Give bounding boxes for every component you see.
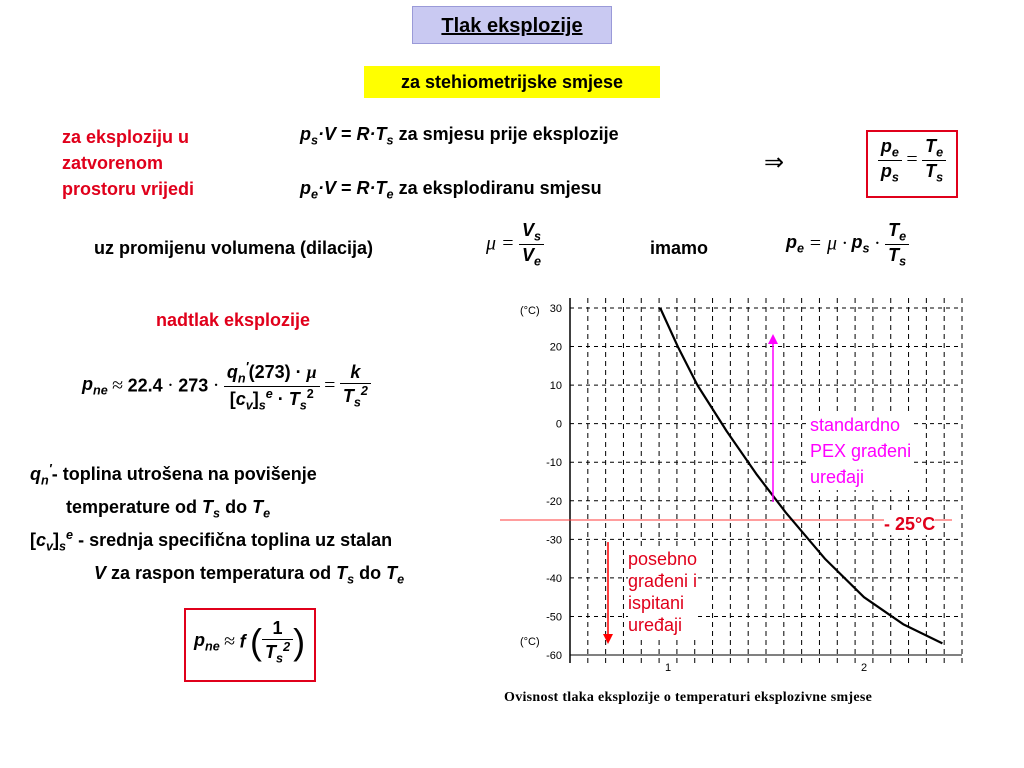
implies-arrow: ⇒ xyxy=(764,149,785,176)
special-line1: posebno xyxy=(628,549,698,569)
imamo-text: imamo xyxy=(650,238,709,258)
standard-devices-arrowhead xyxy=(768,334,778,344)
y-tick-label: 30 xyxy=(549,303,562,315)
equation-after: $p_e\cdot V = R\cdot T_e$ za eksplodiranu smjesu xyxy=(300,178,602,202)
subtitle-banner: za stehiometrijske smjese xyxy=(364,66,660,98)
y-tick-label: -40 xyxy=(546,572,562,585)
y-tick-label: -10 xyxy=(546,457,562,470)
const-one: 1 xyxy=(262,618,293,640)
const-273-paren: (273) xyxy=(248,362,291,382)
overpressure-heading: nadtlak eksplozije xyxy=(156,310,311,330)
standard-line2: PEX građeni xyxy=(810,441,912,461)
equation-before: $p_s\cdot V = R\cdot T_s$ za smjesu prije eksplozije xyxy=(300,124,619,148)
special-devices-arrowhead xyxy=(603,634,613,644)
const-22-4: 22.4 xyxy=(127,375,163,396)
dilation-text: uz promijenu volumena (dilacija) xyxy=(94,238,374,258)
closed-space-line2: zatvorenom xyxy=(62,153,164,173)
special-line4: uređaji xyxy=(628,615,683,635)
closed-space-label xyxy=(62,124,194,202)
qn-def-line2-pre: temperature od xyxy=(66,496,198,517)
temperature-pressure-chart xyxy=(500,290,980,710)
y-tick-label: -30 xyxy=(546,534,562,547)
y-tick-label: -20 xyxy=(546,495,562,508)
const-273: 273 xyxy=(178,375,209,396)
y-tick-label: -60 xyxy=(546,650,562,662)
final-formula-box: $p_{ne} \approx f$ ( $\frac{1}{T_s^2}$ ) xyxy=(184,608,316,682)
y-tick-label: 10 xyxy=(549,380,562,393)
special-line2: građeni i xyxy=(628,571,698,591)
cv-def-line2-mid: do xyxy=(359,562,382,583)
equation-after-text: za eksplodiranu smjesu xyxy=(398,178,602,198)
y-tick-label: 0 xyxy=(555,418,562,431)
closed-space-line1: za eksploziju u xyxy=(62,127,190,147)
function-f: f xyxy=(239,631,246,652)
closed-space-line3: prostoru vrijedi xyxy=(62,179,195,199)
standard-devices-label xyxy=(810,412,911,490)
x-tick-label: 1 xyxy=(664,662,672,674)
page-title: Tlak eksplozije xyxy=(412,6,612,44)
overpressure-formula: $p_{ne} \approx 22.4 \cdot 273$ · $\frac{q_n'(273) \cdot \mu}{[c_v]_s^e \cdot T_s^2}$ = $\frac{k}{T_s^2}$ xyxy=(82,360,371,412)
special-line3: ispitani xyxy=(628,593,685,613)
const-k: k xyxy=(340,362,371,384)
standard-line3: uređaji xyxy=(810,467,865,487)
x-tick-label: 2 xyxy=(860,662,868,674)
te-ts-fraction: $\frac{T_e}{T_s}$ xyxy=(922,136,946,184)
mu-definition: μ = $\frac{V_s}{V_e}$ xyxy=(486,220,544,268)
qn-def-line1: - toplina utrošena na povišenje xyxy=(51,464,317,484)
standard-line1: standardno xyxy=(810,415,901,435)
y-axis-unit-bottom: (°C) xyxy=(520,636,540,648)
qn-def-line2-mid: do xyxy=(225,496,248,517)
pe-ps-fraction: $\frac{p_e}{p_s}$ xyxy=(878,136,902,184)
chart-caption: Ovisnost tlaka eksplozije o temperaturi eksplozivne smjese xyxy=(504,690,873,705)
temp-marker-label: - 25°C xyxy=(884,514,936,534)
y-axis-unit-top: (°C) xyxy=(520,305,540,317)
y-tick-label: 20 xyxy=(549,341,562,354)
cv-def-line2-pre: za raspon temperatura od xyxy=(111,562,332,583)
pressure-ratio-box: $\frac{p_e}{p_s}$ = $\frac{T_e}{T_s}$ xyxy=(866,130,958,198)
y-tick-label: -50 xyxy=(546,611,562,624)
cv-definition: $[c_v]_s^e$ - srednja specifična toplina uz stalan V za raspon temperatura od $T_s$ do $T_e$ xyxy=(30,528,405,587)
equation-before-text: za smjesu prije eksplozije xyxy=(398,124,619,144)
cv-def-line1: - srednja specifična toplina uz stalan xyxy=(78,530,393,550)
pe-formula: $p_e = \mu \cdot p_s$ · $\frac{T_e}{T_s}$ xyxy=(786,220,909,268)
special-devices-label xyxy=(628,548,697,636)
qn-definition: $q_n'-$ toplina utrošena na povišenje temperature od $T_s$ do $T_e$ xyxy=(30,462,317,521)
